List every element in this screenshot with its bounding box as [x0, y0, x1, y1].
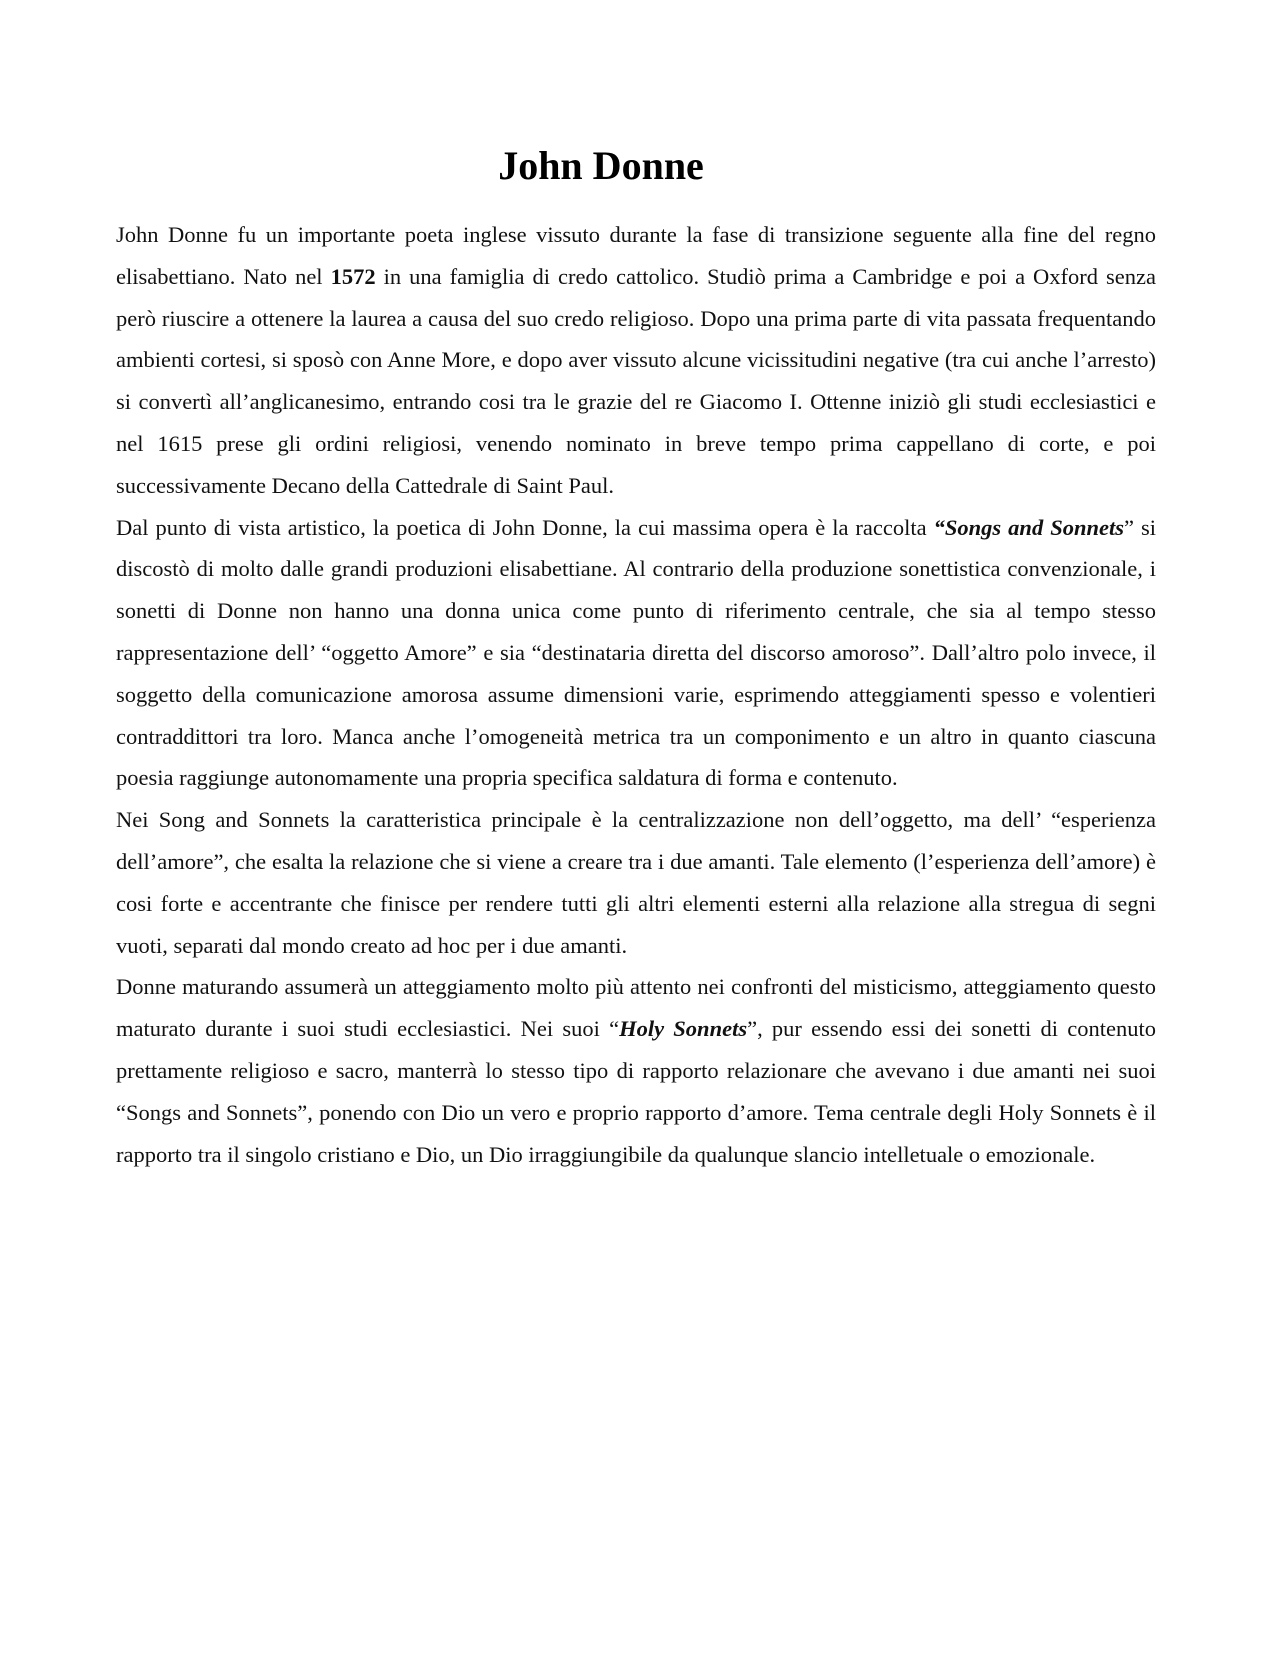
birth-year: 1572 — [330, 263, 376, 289]
paragraph-poetics — [116, 507, 1156, 800]
document-title: John Donne — [498, 143, 704, 188]
paragraph-biography-text-2: in una famiglia di credo cattolico. Studiò prima a Cambridge e poi a Oxford senza però riuscire a ottenere la laurea a causa del suo credo religioso. Dopo una prima parte di vita passata frequentando ambienti cortesi, si sposò con Anne More, e dopo aver vissuto alcune vicissitudini negative (tra cui anche l’arresto) si convertì all’anglicanesimo, entrando cosi tra le grazie del re Giacomo I. Ottenne iniziò gli studi ecclesiastici e nel 1615 prese gli ordini religiosi, venendo nominato in breve tempo prima cappellano di corte, e poi successivamente Decano della Cattedrale di Saint Paul. — [116, 263, 1157, 498]
songs-and-sonnets-title: “Songs and Sonnets — [933, 514, 1124, 540]
paragraph-poetics-text-2: ” si discostò di molto dalle grandi produzioni elisabettiane. Al contrario della produzione sonettistica convenzionale, i sonetti di Donne non hanno una donna unica come punto di riferimento centrale, che sia al tempo stesso rappresentazione dell’ “oggetto Amore” e sia “destinataria diretta del discorso amoroso”. Dall’altro polo invece, il soggetto della comunicazione amorosa assume dimensioni varie, esprimendo atteggiamenti spesso e volentieri contraddittori tra loro. Manca anche l’omogeneità metrica tra un componimento e un altro in quanto ciascuna poesia raggiunge autonomamente una propria specifica saldatura di forma e contenuto. — [116, 514, 1157, 791]
document-body — [116, 214, 1156, 1175]
paragraph-love-experience: Nei Song and Sonnets la caratteristica principale è la centralizzazione non dell’oggetto, ma dell’ “esperienza dell’amore”, che esalta la relazione che si viene a creare tra i due amanti. Tale elemento (l’esperienza dell’amore) è cosi forte e accentrante che finisce per rendere tutti gli altri elementi esterni alla relazione alla stregua di segni vuoti, separati dal mondo creato ad hoc per i due amanti. — [116, 807, 1156, 958]
holy-sonnets-title: Holy Sonnets — [619, 1016, 748, 1042]
paragraph-holy-sonnets-text-2: ”, pur essendo essi dei sonetti di contenuto prettamente religioso e sacro, manterrà lo stesso tipo di rapporto relazionare che avevano i due amanti nei suoi “Songs and Sonnets”, ponendo con Dio un vero e proprio rapporto d’amore. Tema centrale degli Holy Sonnets è il rapporto tra il singolo cristiano e Dio, un Dio irraggiungibile da qualunque slancio intelletuale o emozionale. — [116, 1016, 1156, 1167]
paragraph-biography-text-1: John Donne fu un importante poeta inglese vissuto durante la fase di transizione seguente alla fine del regno elisabettiano. Nato nel — [116, 222, 1156, 289]
paragraph-holy-sonnets — [116, 966, 1156, 1175]
paragraph-holy-sonnets-text-1: Donne maturando assumerà un atteggiamento molto più attento nei confronti del misticismo, atteggiamento questo maturato durante i suoi studi ecclesiastici. Nei suoi “ — [116, 974, 1156, 1042]
paragraph-biography — [116, 214, 1156, 507]
paragraph-poetics-text-1: Dal punto di vista artistico, la poetica di John Donne, la cui massima opera è la raccolta — [116, 514, 934, 540]
